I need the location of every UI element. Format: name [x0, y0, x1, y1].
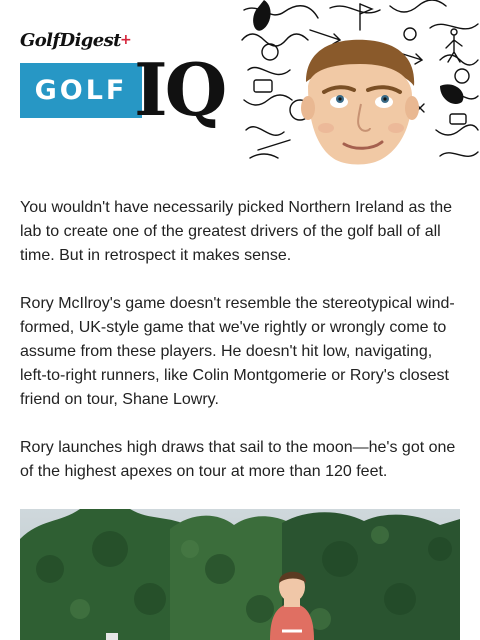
article-paragraph-1: You wouldn't have necessarily picked Northern Ireland as the lab to create one of the greatest drivers of the golf ball of all time. But in retrospect it makes sense. — [20, 199, 453, 264]
article-paragraph-3: Rory launches high draws that sail to the moon—he's got one of the highest apexes on tour at more than 120 feet. — [20, 439, 456, 480]
golf-digest-plus-mark: + — [120, 32, 132, 48]
hero-portrait-illustration — [240, 0, 480, 167]
golf-digest-brand-logo[interactable]: GolfDigest — [20, 30, 121, 51]
article-body — [20, 196, 460, 508]
golf-iq-logo-golf-box: GOLF — [20, 63, 142, 118]
article-paragraph-2: Rory McIlroy's game doesn't resemble the stereotypical wind-formed, UK-style game that we've rightly or wrongly come to assume from these players. He doesn't hit low, navigating, left-to-right runners, like Colin Montgomerie or Rory's closest friend on tour, Shane Lowry. — [20, 295, 455, 408]
golfer-video-still[interactable] — [20, 509, 460, 640]
article-header-banner — [0, 0, 480, 168]
golf-iq-logo-iq-text: IQ — [134, 47, 225, 132]
